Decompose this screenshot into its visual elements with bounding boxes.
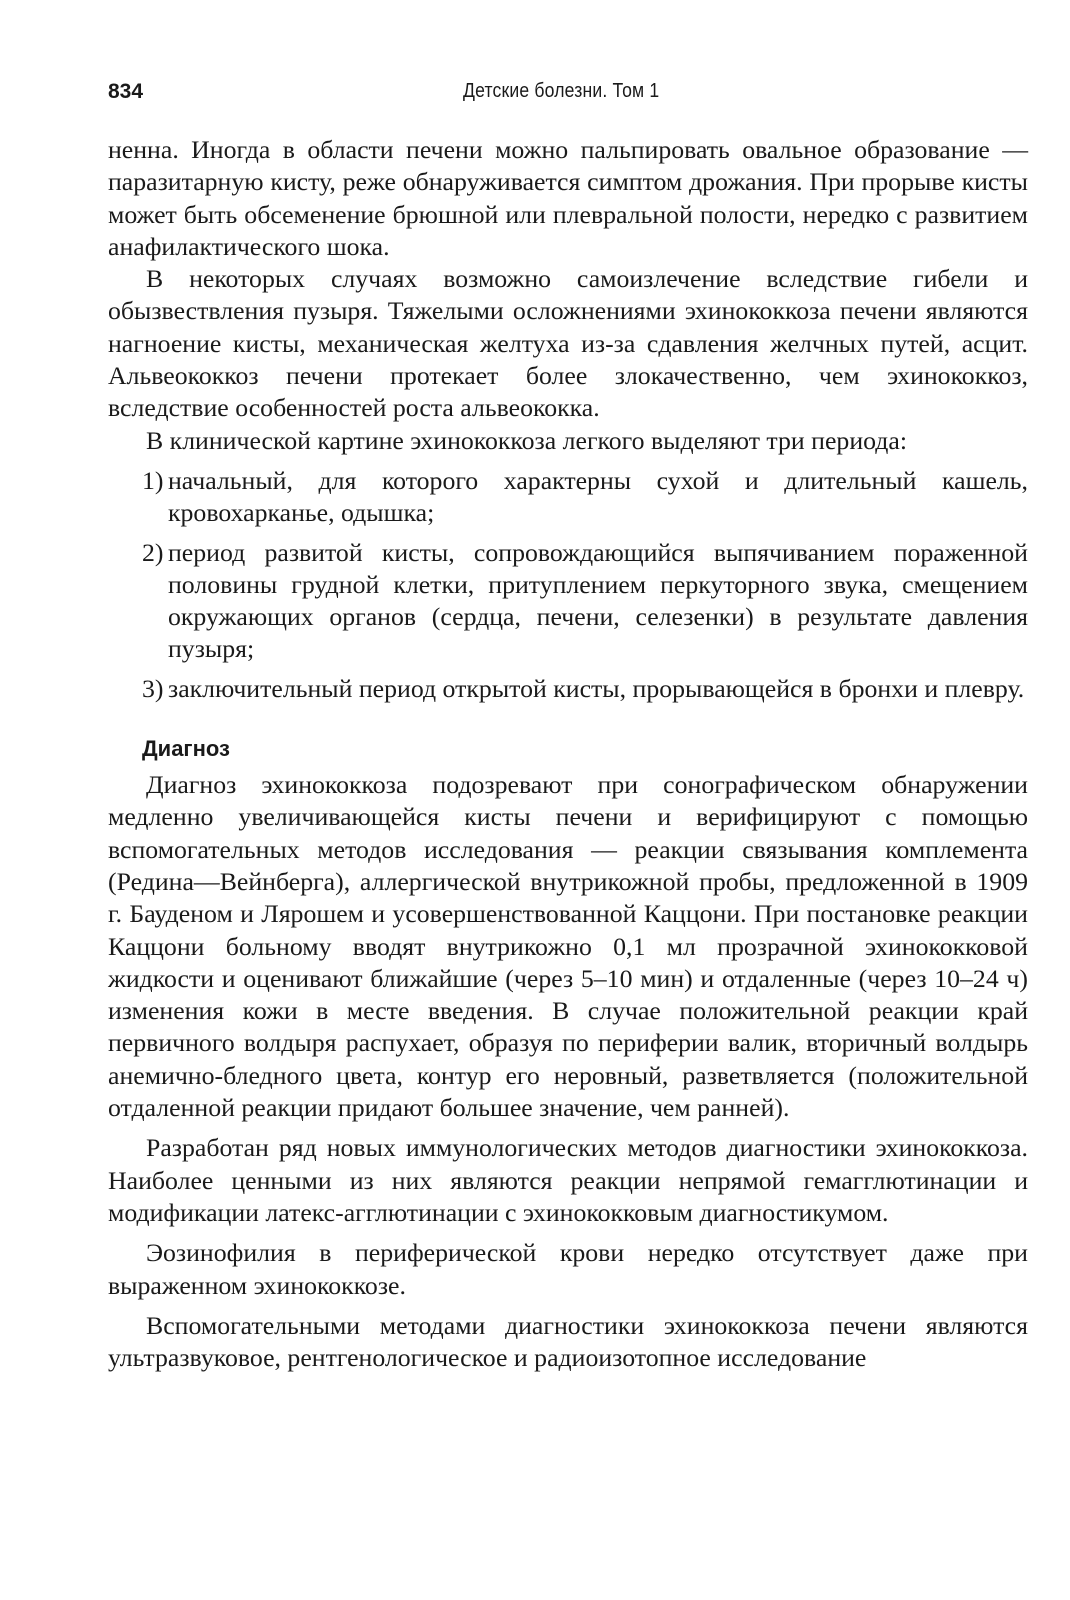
list-item-text: начальный, для которого характерны сухой и длительный кашель, кровохарканье, одышка;: [168, 465, 1028, 528]
list-item: [108, 465, 1028, 530]
list-item: [108, 673, 1028, 705]
page-number: 834: [108, 80, 144, 103]
paragraph: ненна. Иногда в области печени можно пальпировать овальное образование — паразитарную кисту, реже обнаруживается симптом дрожания. При прорыве кисты может быть обсеменение брюшной или плевральной полости, нередко с развитием анафилактического шока.: [108, 135, 1028, 261]
paragraph: Эозинофилия в периферической крови нередко отсутствует даже при выраженном эхинококкозе.: [108, 1238, 1028, 1300]
list-marker: 1): [142, 465, 164, 495]
paragraph: Диагноз эхинококкоза подозревают при сонографическом обнаружении медленно увеличивающейся кисты печени и верифицируют с помощью вспомогательных методов исследования — реакции связывания комплемента (Редина—Вейнберга), аллергической внутрикожной пробы, предложенной в 1909 г. Бауденом и Лярошем и усовершенствованной Каццони. При постановке реакции Каццони больному вводят внутрикожно 0,1 мл прозрачной эхинококковой жидкости и оценивают ближайшие (через 5–10 мин) и отдаленные (через 10–24 ч) изменения кожи в месте введения. В случае положительной реакции край первичного волдыря распухает, образуя по периферии валик, вторичный волдырь анемично-бледного цвета, контур его неровный, разветвляется (положительной отдаленной реакции придают большее значение, чем ранней).: [108, 770, 1028, 1123]
paragraph: Вспомогательными методами диагностики эхинококкоза печени являются ультразвуковое, рентгенологическое и радиоизотопное исследование: [108, 1310, 1028, 1373]
paragraph: В некоторых случаях возможно самоизлечение вследствие гибели и обызвествления пузыря. Тяжелыми осложнениями эхинококкоза печени являются нагноение кисты, механическая желтуха из-за сдавления желчных путей, асцит. Альвеококкоз печени протекает более злокачественно, чем эхинококкоз, вследствие особенностей роста альвеококка.: [108, 264, 1028, 423]
page-body: [108, 134, 1028, 1374]
book-page: [108, 70, 1028, 1570]
paragraph: В клинической картине эхинококкоза легкого выделяют три периода:: [146, 425, 908, 455]
running-head: [108, 70, 1028, 110]
list-item-text: заключительный период открытой кисты, прорывающейся в бронхи и плевру.: [168, 673, 1025, 703]
paragraph: Разработан ряд новых иммунологических методов диагностики эхинококкоза. Наиболее ценными из них являются реакции непрямой гемагглютинации и модификации латекс-агглютинации с эхинококковым диагностикумом.: [108, 1133, 1028, 1227]
list-marker: 2): [142, 537, 164, 567]
book-title: Детские болезни. Том 1: [463, 80, 660, 102]
section-heading: Диагноз: [142, 736, 230, 762]
periods-list: [108, 465, 1028, 705]
list-item-text: период развитой кисты, сопровождающийся выпячиванием пораженной половины грудной клетки, притуплением перкуторного звука, смещением окружающих органов (сердца, печени, селезенки) в результате давления пузыря;: [168, 537, 1028, 664]
list-marker: 3): [142, 673, 164, 703]
list-item: [108, 537, 1028, 666]
